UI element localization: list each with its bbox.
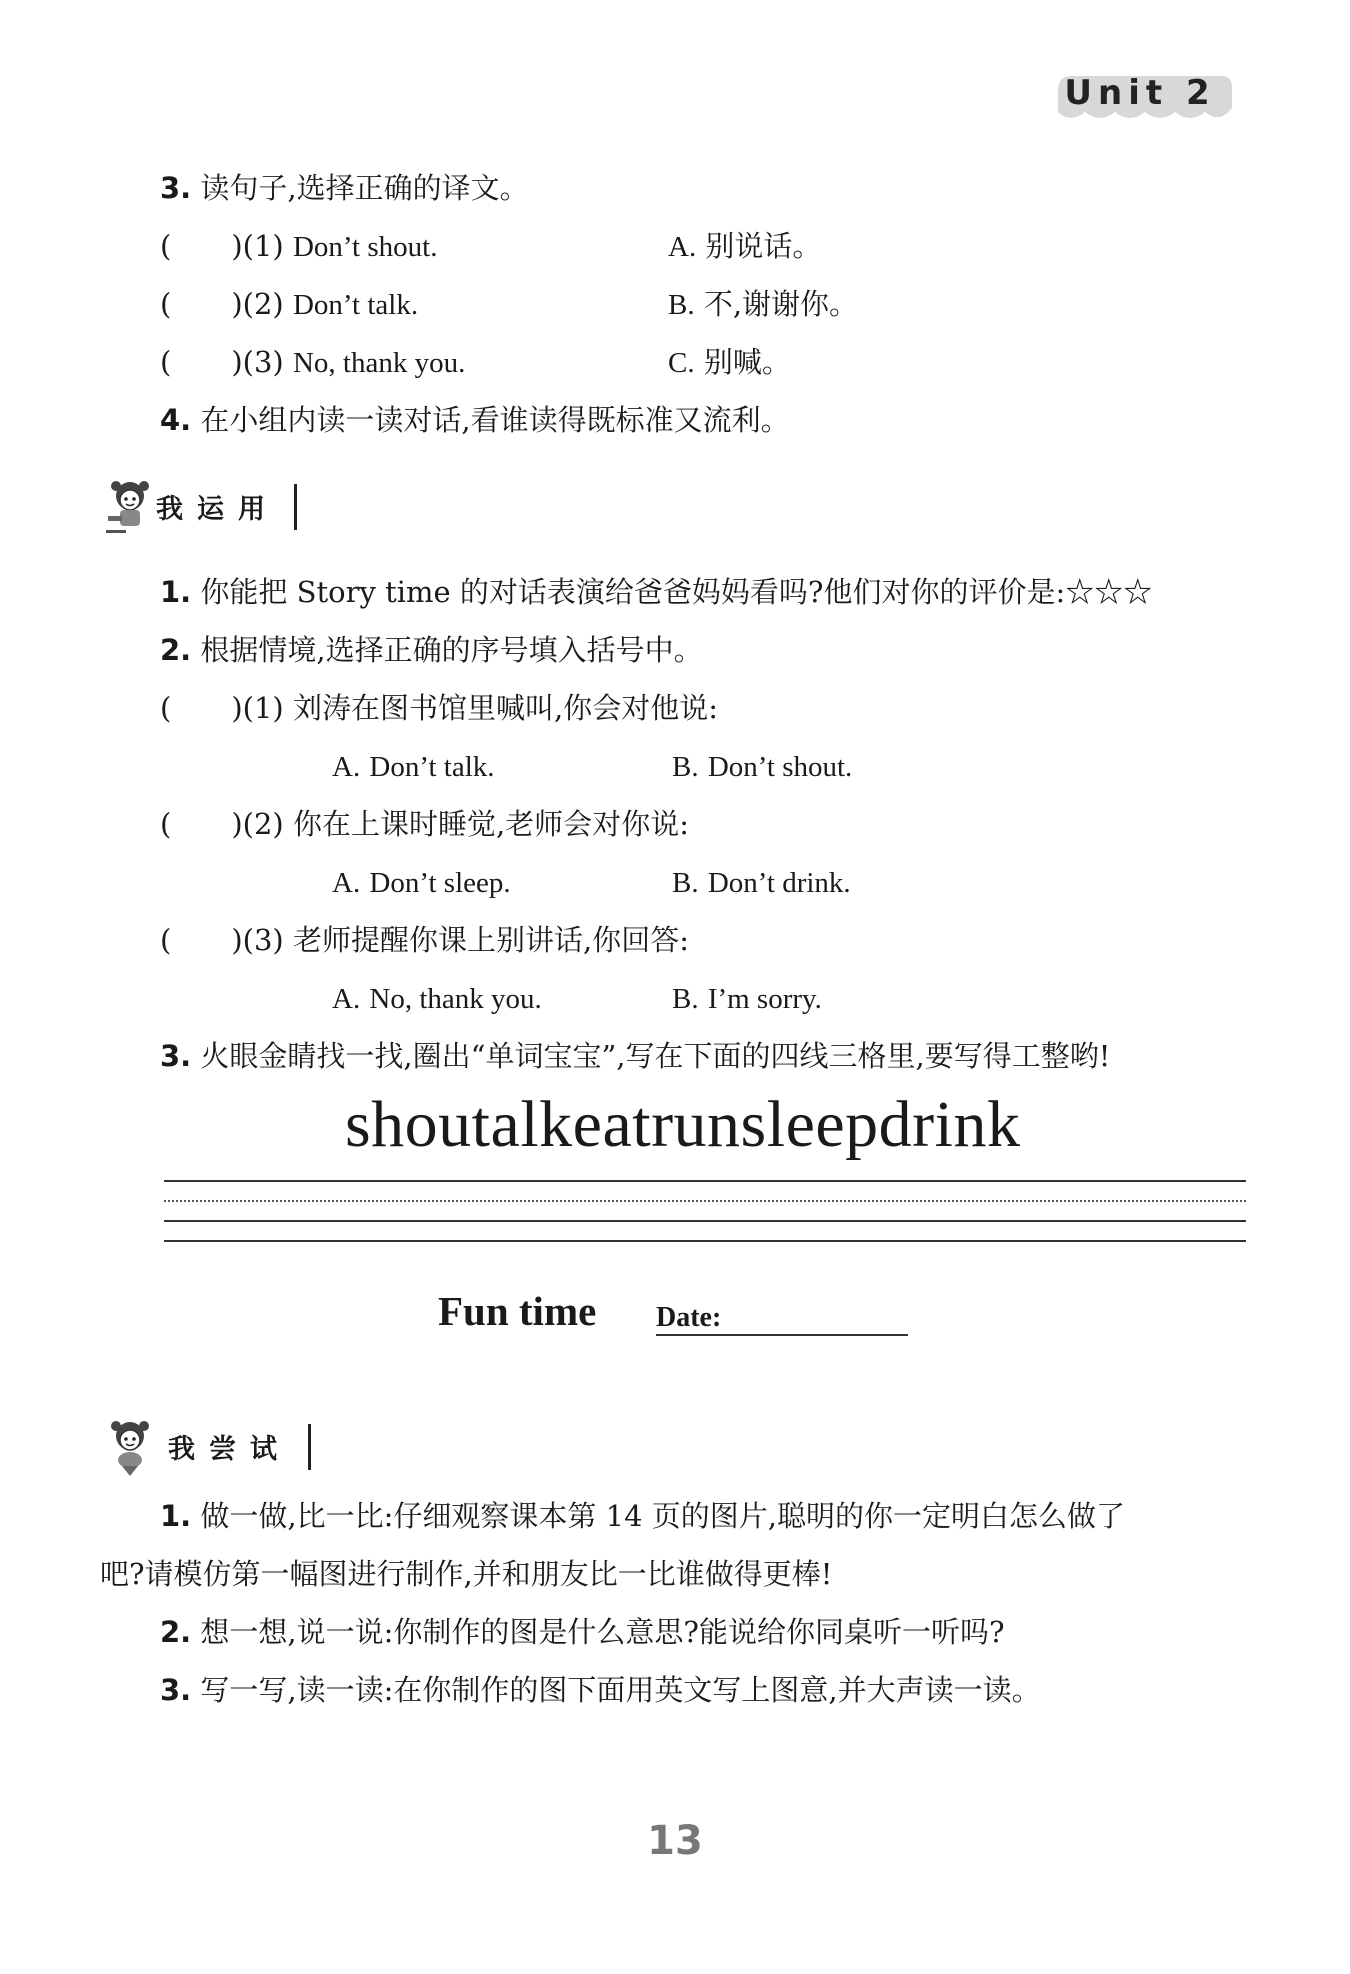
date-label: Date: (656, 1302, 722, 1333)
option-text: Don’t talk. (369, 751, 495, 783)
q4-number: 4. (160, 403, 192, 437)
use-q2-item-1 (160, 688, 718, 728)
section-divider (294, 484, 297, 530)
q3-prompt-text: 读句子,选择正确的译文。 (200, 171, 529, 205)
try-item-number: 3. (160, 1673, 192, 1707)
section-header-use (100, 478, 320, 538)
answer-paren-close: ) (231, 287, 243, 321)
writing-line-bottom (164, 1240, 1246, 1242)
section-title-try: 我尝试 (168, 1434, 291, 1465)
rating-stars[interactable]: ☆☆☆ (1065, 575, 1153, 609)
option-letter: A. (332, 983, 361, 1015)
section-divider (308, 1424, 311, 1470)
item-index: (2) (242, 807, 284, 841)
use-q1-text: 你能把 Story time 的对话表演给爸爸妈妈看吗?他们对你的评价是: (200, 575, 1066, 609)
item-index: (1) (242, 691, 284, 725)
use-q2-item-2 (160, 804, 689, 844)
q4-text: 在小组内读一读对话,看谁读得既标准又流利。 (200, 403, 790, 437)
option-text: 不,谢谢你。 (703, 287, 859, 321)
try-item-text: 做一做,比一比:仔细观察课本第 14 页的图片,聪明的你一定明白怎么做了 (200, 1499, 1125, 1533)
situation-text: 刘涛在图书馆里喊叫,你会对他说: (292, 691, 718, 725)
q3-number: 3. (160, 171, 192, 205)
writing-line-upper (164, 1200, 1246, 1202)
q3-option-a (668, 226, 821, 267)
option-letter: B. (672, 751, 699, 783)
answer-paren-open: ( (160, 229, 172, 263)
use-q1 (160, 572, 1152, 612)
section-title-use: 我运用 (156, 494, 279, 525)
item-sentence: Don’t shout. (292, 231, 438, 263)
use-q3-number: 3. (160, 1039, 192, 1073)
option-text: 别喊。 (703, 345, 791, 379)
try-item-number: 1. (160, 1499, 192, 1533)
item-index: (2) (242, 287, 284, 321)
try-item-text: 写一写,读一读:在你制作的图下面用英文写上图意,并大声读一读。 (200, 1673, 1041, 1707)
answer-paren-close: ) (231, 345, 243, 379)
girl-mascot-icon (100, 1418, 156, 1478)
q4-read (160, 400, 790, 440)
answer-paren-open: ( (160, 923, 172, 957)
girl-mascot-icon (100, 478, 156, 538)
option-letter: A. (332, 751, 361, 783)
use-q1-number: 1. (160, 575, 192, 609)
use-q2-item-1-option-b (672, 746, 852, 787)
try-item-1-line2: 吧?请模仿第一幅图进行制作,并和朋友比一比谁做得更棒! (100, 1557, 833, 1591)
option-letter: B. (668, 289, 695, 321)
use-q2-item-1-option-a (332, 746, 495, 787)
option-text: I’m sorry. (707, 983, 822, 1015)
use-q2-item-2-option-b (672, 862, 851, 903)
item-index: (1) (242, 229, 284, 263)
unit-tab (1040, 68, 1235, 126)
use-q2-item-2-option-a (332, 862, 511, 903)
use-q2-item-3-option-a (332, 978, 542, 1019)
q3-prompt (160, 168, 529, 208)
use-q2-text: 根据情境,选择正确的序号填入括号中。 (200, 633, 703, 667)
option-letter: C. (668, 347, 695, 379)
item-sentence: Don’t talk. (292, 289, 419, 321)
answer-paren-open: ( (160, 287, 172, 321)
option-letter: A. (332, 867, 361, 899)
use-q3-text: 火眼金睛找一找,圈出“单词宝宝”,写在下面的四线三格里,要写得工整哟! (200, 1039, 1111, 1073)
q3-item-2 (160, 284, 418, 325)
answer-paren-close: ) (231, 807, 243, 841)
page-number: 13 (647, 1818, 703, 1864)
try-item-1-line1 (160, 1496, 1125, 1536)
try-item-3 (160, 1670, 1041, 1710)
option-letter: B. (672, 983, 699, 1015)
try-item-2 (160, 1612, 1005, 1652)
item-index: (3) (242, 345, 284, 379)
option-letter: B. (672, 867, 699, 899)
use-q2-prompt (160, 630, 703, 670)
unit-label: Unit 2 (1064, 73, 1216, 113)
try-item-text: 想一想,说一说:你制作的图是什么意思?能说给你同桌听一听吗? (200, 1615, 1005, 1649)
use-q2-item-3-option-b (672, 978, 822, 1019)
fun-time-title: Fun time (438, 1288, 597, 1334)
q3-option-c (668, 342, 791, 383)
answer-paren-close: ) (231, 229, 243, 263)
answer-paren-open: ( (160, 691, 172, 725)
use-q2-item-3 (160, 920, 689, 960)
situation-text: 老师提醒你课上别讲话,你回答: (292, 923, 689, 957)
answer-paren-close: ) (231, 691, 243, 725)
option-text: Don’t sleep. (369, 867, 511, 899)
date-field[interactable] (656, 1334, 908, 1336)
option-text: Don’t shout. (707, 751, 853, 783)
writing-line-base (164, 1220, 1246, 1222)
answer-paren-open: ( (160, 345, 172, 379)
q3-item-1 (160, 226, 437, 267)
answer-paren-close: ) (231, 923, 243, 957)
item-sentence: No, thank you. (292, 347, 466, 379)
try-item-number: 2. (160, 1615, 192, 1649)
q3-item-3 (160, 342, 465, 383)
q3-option-b (668, 284, 858, 325)
option-text: Don’t drink. (707, 867, 851, 899)
section-header-try (100, 1418, 320, 1478)
option-letter: A. (668, 231, 697, 263)
writing-line-top (164, 1180, 1246, 1182)
use-q2-number: 2. (160, 633, 192, 667)
use-q3 (160, 1036, 1110, 1076)
option-text: 别说话。 (705, 229, 822, 263)
situation-text: 你在上课时睡觉,老师会对你说: (292, 807, 689, 841)
word-chain: shoutalkeatrunsleepdrink (345, 1088, 1021, 1161)
option-text: No, thank you. (369, 983, 542, 1015)
answer-paren-open: ( (160, 807, 172, 841)
item-index: (3) (242, 923, 284, 957)
